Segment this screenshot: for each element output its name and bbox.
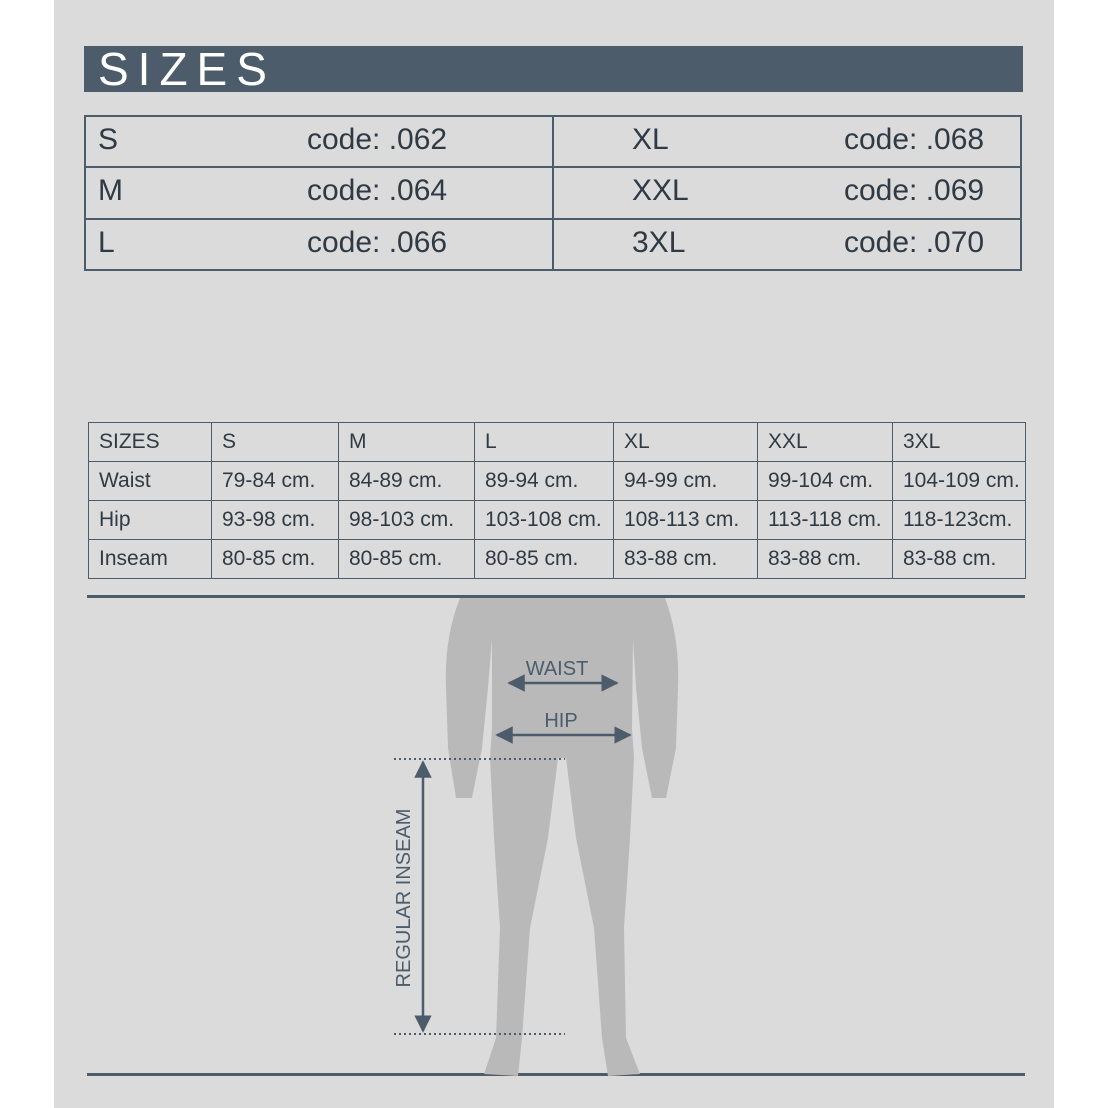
size-label: S [98,123,119,156]
table-cell: 84-89 cm. [339,462,475,501]
title-bar [84,43,1023,95]
size-code-cell [553,219,1021,270]
size-code-table [84,115,1022,271]
column-header: M [339,423,475,462]
table-cell: 80-85 cm. [475,540,614,579]
table-cell: 83-88 cm. [614,540,758,579]
table-cell: 89-94 cm. [475,462,614,501]
waist-label: WAIST [525,658,589,680]
size-label: XXL [632,174,689,208]
column-header: L [475,423,614,462]
row-label: Waist [89,462,212,501]
inseam-label: REGULAR INSEAM [393,808,415,988]
size-code: code: .069 [844,174,985,208]
size-code: code: .068 [844,123,985,156]
table-cell: 93-98 cm. [212,501,339,540]
table-row [89,462,1026,501]
size-code-cell [85,219,553,270]
table-cell: 108-113 cm. [614,501,758,540]
size-label: M [98,174,123,208]
column-header: S [212,423,339,462]
table-cell: 80-85 cm. [339,540,475,579]
size-label: 3XL [632,225,686,259]
size-code-cell [553,116,1021,167]
table-cell: 79-84 cm. [212,462,339,501]
table-row [85,116,1021,167]
column-header: SIZES [89,423,212,462]
table-cell: 94-99 cm. [614,462,758,501]
size-label: L [98,225,115,259]
column-header: 3XL [893,423,1026,462]
table-cell: 103-108 cm. [475,501,614,540]
body-diagram [380,598,710,1078]
table-row [89,540,1026,579]
size-code: code: .070 [844,225,985,259]
column-header: XXL [758,423,893,462]
table-cell: 104-109 cm. [893,462,1026,501]
table-cell: 113-118 cm. [758,501,893,540]
size-code-cell [85,167,553,218]
column-header: XL [614,423,758,462]
size-code: code: .062 [307,123,448,156]
table-row [85,167,1021,218]
row-label: Inseam [89,540,212,579]
hip-label: HIP [544,710,578,732]
table-cell: 98-103 cm. [339,501,475,540]
table-cell: 83-88 cm. [758,540,893,579]
page-title: SIZES [98,43,276,95]
table-cell: 118-123cm. [893,501,1026,540]
size-code: code: .066 [307,225,448,259]
table-row [89,501,1026,540]
row-label: Hip [89,501,212,540]
size-code-cell [553,167,1021,218]
table-row [85,219,1021,270]
table-cell: 83-88 cm. [893,540,1026,579]
measurement-table [88,422,1026,579]
size-code: code: .064 [307,174,448,208]
table-cell: 99-104 cm. [758,462,893,501]
size-label: XL [632,123,669,156]
table-cell: 80-85 cm. [212,540,339,579]
table-header-row [89,423,1026,462]
size-code-cell [85,116,553,167]
